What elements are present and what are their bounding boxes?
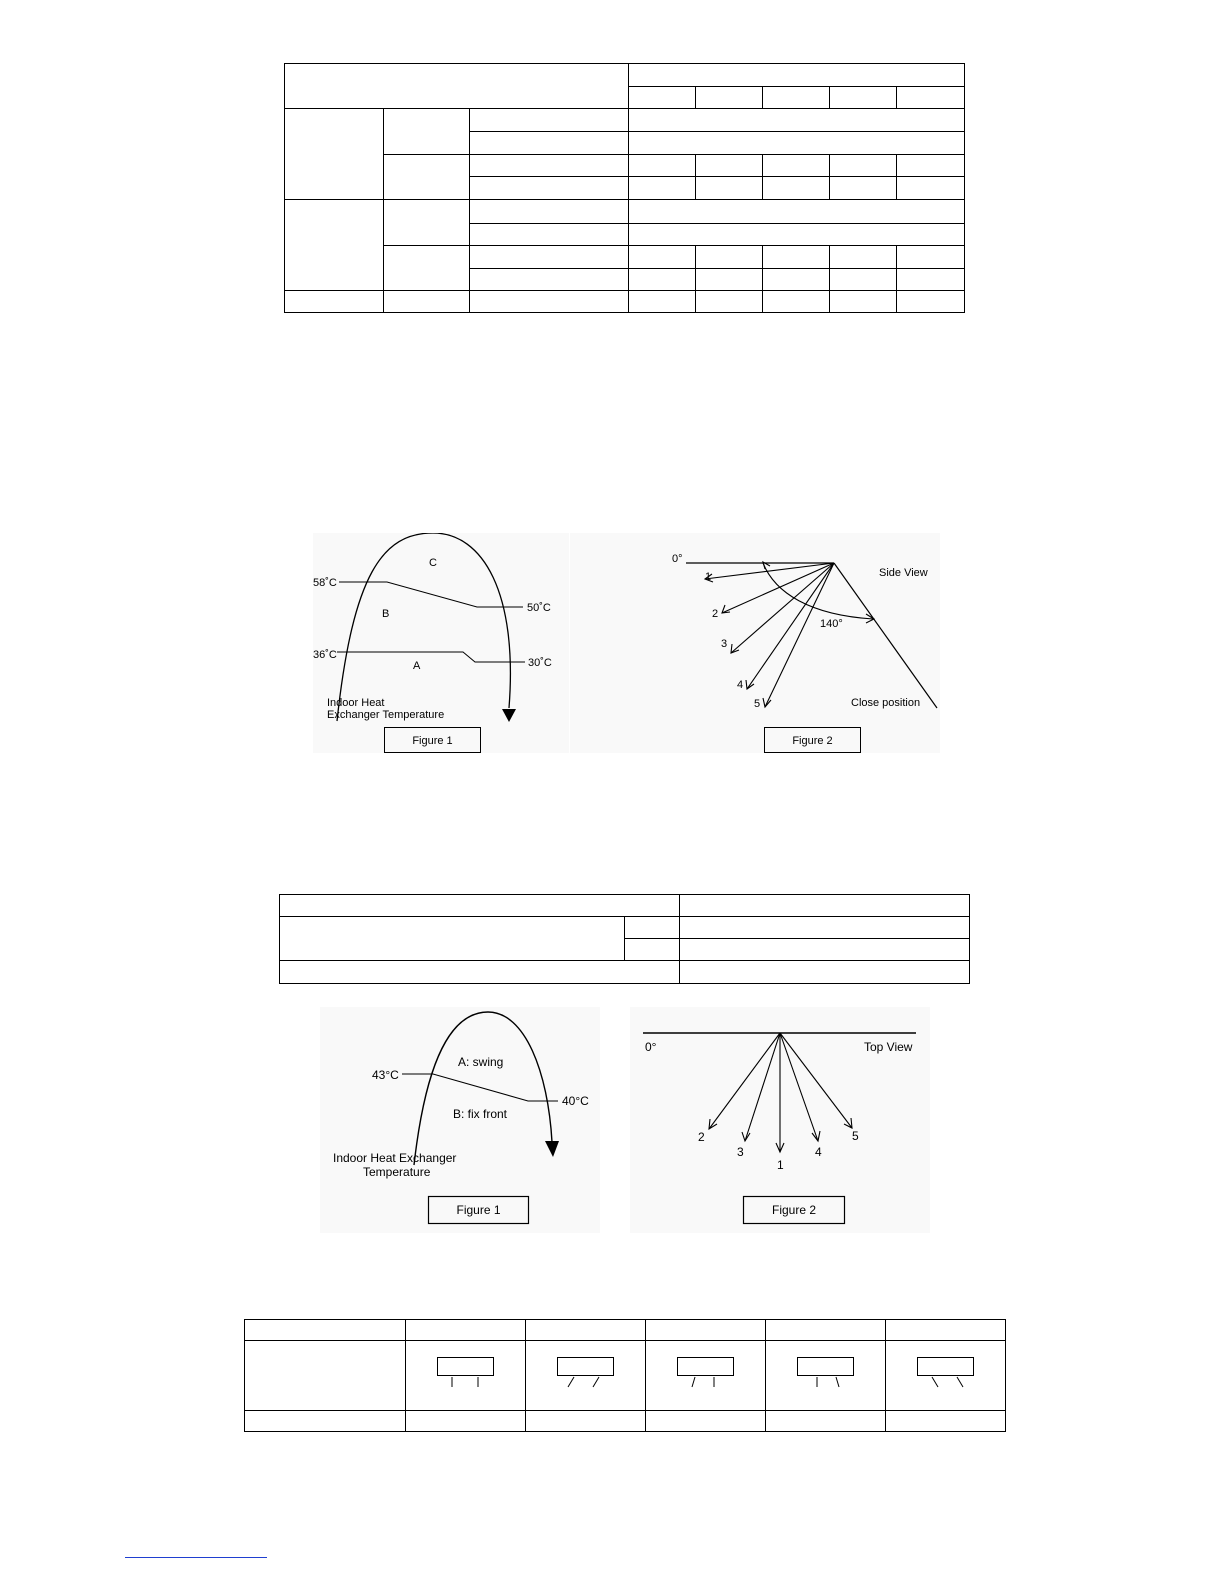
caption-line2: Exchanger Temperature: [327, 709, 445, 721]
region-a-label: A: [413, 660, 421, 672]
temp-43-label: 43°C: [372, 1068, 399, 1082]
temp-36-label: 36˚C: [313, 649, 337, 661]
figure-2-top: [570, 533, 940, 753]
figure-1-top: [313, 533, 569, 753]
zero-degree-label: 0°: [645, 1040, 657, 1054]
region-c-label: C: [429, 557, 437, 569]
position-3-label: 3: [737, 1145, 744, 1159]
table-row-group: [285, 109, 384, 200]
close-position-label: Close position: [851, 697, 921, 709]
table-cell: [383, 155, 469, 200]
zero-degree-label: 0°: [672, 553, 683, 565]
top-view-label: Top View: [864, 1040, 913, 1054]
table-header-cell: [629, 64, 965, 87]
louver-position-cell: [886, 1341, 1006, 1411]
figure-label: Figure 2: [792, 735, 833, 747]
side-view-label: Side View: [879, 567, 928, 579]
louver-straight-icon: [406, 1341, 525, 1405]
louver-position-table: [244, 1319, 1006, 1432]
temp-58-label: 58˚C: [313, 577, 337, 589]
region-a-label: A: swing: [458, 1055, 504, 1069]
close-position-line: [834, 563, 937, 708]
table-cell: [383, 200, 469, 245]
position-1-label: 1: [777, 1158, 784, 1172]
arrow-head-icon: [502, 709, 516, 722]
position-4-label: 4: [815, 1145, 822, 1159]
table-header-cell: [285, 64, 629, 109]
table-row-group: [285, 200, 384, 290]
threshold-line-upper: [339, 582, 523, 607]
position-5-label: 5: [754, 698, 761, 710]
temp-40-label: 40°C: [562, 1094, 589, 1108]
louver-position-cell: [646, 1341, 766, 1411]
footer-link-underline[interactable]: [125, 1557, 267, 1558]
louver-position-cell: [526, 1341, 646, 1411]
louver-position-cell: [406, 1341, 526, 1411]
table-cell: [383, 109, 469, 155]
figure-1-bottom: [320, 1007, 600, 1233]
louver-right-icon: [886, 1341, 1005, 1405]
angle-140-label: 140°: [820, 618, 843, 630]
figure-label: Figure 1: [412, 735, 453, 747]
position-5-label: 5: [852, 1129, 859, 1143]
region-b-label: B: [382, 608, 390, 620]
caption-line2: Temperature: [363, 1165, 431, 1179]
temperature-curve: [337, 533, 510, 721]
caption-line1: Indoor Heat Exchanger: [333, 1151, 457, 1165]
figure-2-bottom: [630, 1007, 930, 1233]
louver-position-cell: [766, 1341, 886, 1411]
position-4-label: 4: [737, 679, 744, 691]
arrow-head-icon: [545, 1141, 559, 1157]
table-cell: [383, 245, 469, 290]
louver-left-slight-icon: [646, 1341, 765, 1405]
swing-setting-table: [279, 894, 970, 984]
position-2-label: 2: [712, 608, 719, 620]
figure-label: Figure 1: [456, 1203, 501, 1217]
louver-left-icon: [526, 1341, 645, 1405]
figure-label: Figure 2: [771, 1203, 817, 1217]
region-b-label: B: fix front: [453, 1107, 508, 1121]
louver-angle-table: [284, 63, 965, 313]
position-1-label: 1: [705, 571, 712, 583]
position-2-label: 2: [698, 1130, 705, 1144]
position-3-label: 3: [721, 638, 728, 650]
caption-line1: Indoor Heat: [327, 697, 385, 709]
louver-right-slight-icon: [766, 1341, 885, 1405]
temp-30-label: 30˚C: [528, 657, 552, 669]
temp-50-label: 50˚C: [527, 602, 551, 614]
threshold-line-lower: [337, 652, 525, 662]
